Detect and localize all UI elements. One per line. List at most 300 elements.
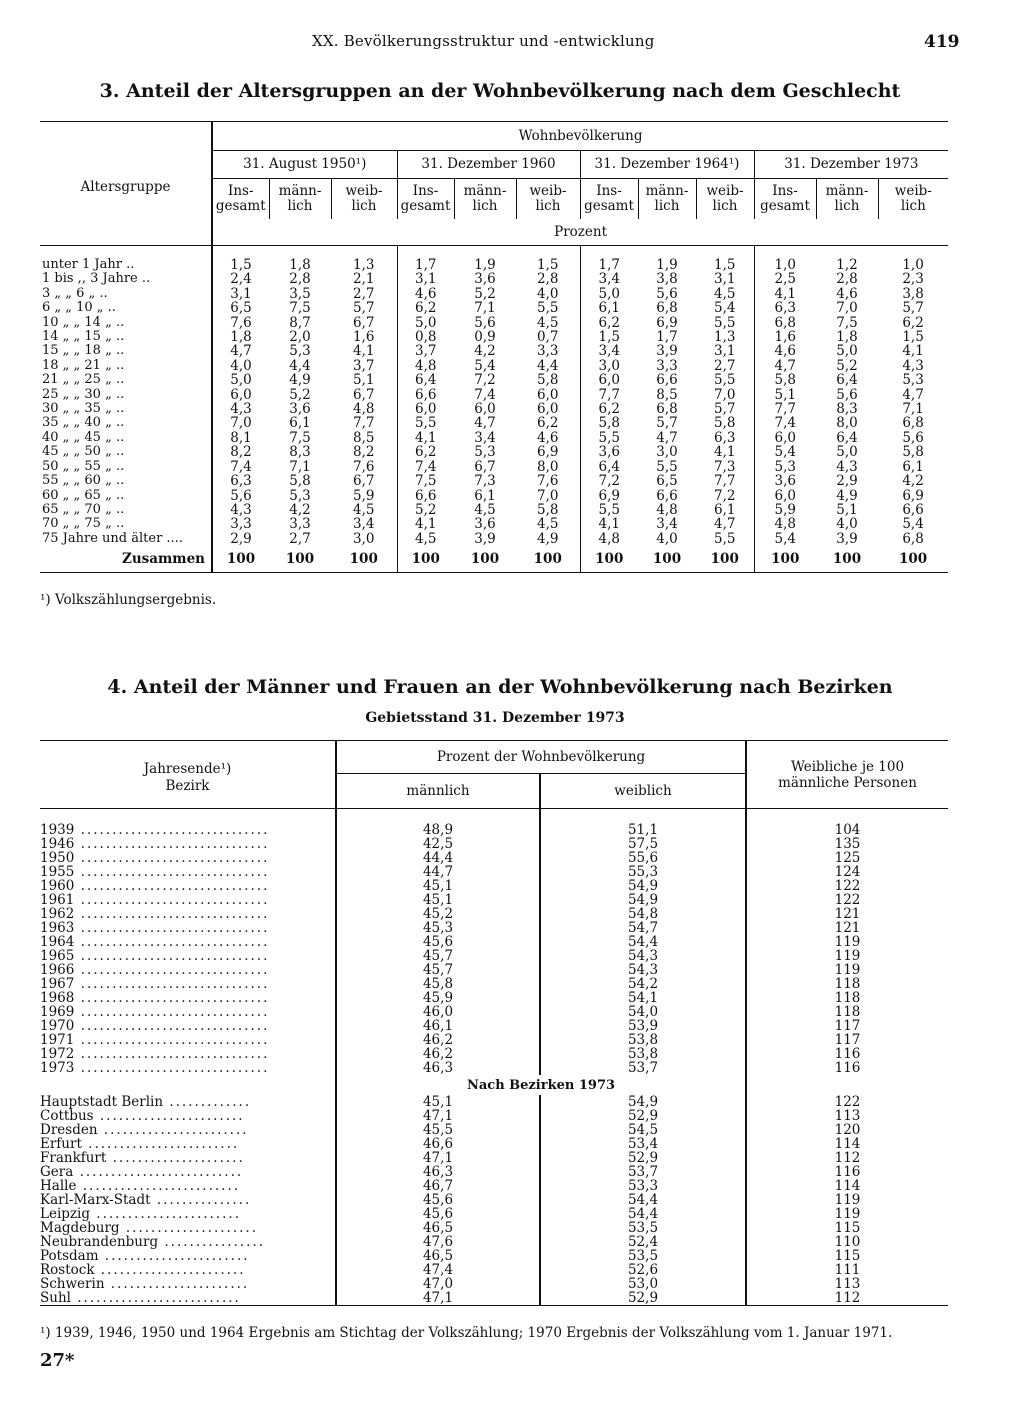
row-label: [40, 1263, 336, 1277]
value-cell: 4,4: [537, 357, 559, 374]
value-cell: 6,9: [537, 444, 559, 461]
value-cell: 2,9: [836, 473, 858, 490]
value-cell: 5,7: [714, 401, 736, 418]
sub-header: [212, 179, 269, 220]
value-cell: 3,9: [836, 530, 858, 547]
value-cell: 5,2: [397, 503, 454, 517]
value-cell: 5,4: [474, 357, 496, 374]
sub-header-line2: gesamt: [215, 198, 266, 214]
leader-dots: .....................: [106, 1151, 245, 1165]
value-cell: 6,1: [714, 501, 736, 518]
value-cell: 3,4: [580, 272, 638, 286]
value-cell: 4,5: [474, 501, 496, 518]
table-row: [40, 287, 948, 301]
value-cell: 4,0: [656, 530, 678, 547]
table-row: [40, 1277, 948, 1291]
table-row: [40, 416, 948, 430]
value-cell: 6,3: [714, 429, 736, 446]
row-label: [40, 1193, 336, 1207]
table-row: [40, 503, 948, 517]
value-cell: 5,7: [656, 415, 678, 432]
value-cell: 7,1: [902, 401, 924, 418]
ratio-cell: 113: [746, 1109, 948, 1123]
value-cell: 5,0: [397, 316, 454, 330]
value-cell: 7,6: [353, 458, 375, 475]
total-cell: 100: [533, 550, 562, 567]
ratio-cell: 124: [746, 865, 948, 879]
table-row: [40, 837, 948, 851]
table-row: [40, 330, 948, 344]
male-cell: 47,4: [336, 1263, 540, 1277]
ratio-header-line1: Weibliche je 100: [790, 758, 905, 775]
unit-header: Prozent: [212, 219, 948, 246]
table-row: [40, 1137, 948, 1151]
value-cell: 5,8: [537, 501, 559, 518]
row-label: [40, 963, 336, 977]
value-cell: 2,8: [537, 271, 559, 288]
value-cell: 5,4: [754, 445, 816, 459]
value-cell: 7,0: [212, 416, 269, 430]
age-group-label: 21 „ „ 25 „ ..: [42, 373, 125, 388]
value-cell: 4,1: [397, 431, 454, 445]
value-cell: 0,8: [397, 330, 454, 344]
age-group-table: [40, 121, 948, 573]
value-cell: 5,3: [902, 372, 924, 389]
row-label-text: 1960: [40, 879, 75, 893]
value-cell: 6,3: [212, 474, 269, 488]
age-group-label: 45 „ „ 50 „ ..: [42, 445, 125, 460]
value-cell: 3,8: [656, 271, 678, 288]
row-label-text: 1964: [40, 935, 75, 949]
row-label: [40, 1277, 336, 1291]
table-row: [40, 1047, 948, 1061]
ratio-cell: 122: [746, 893, 948, 907]
table-row: [40, 388, 948, 402]
ratio-cell: 110: [746, 1235, 948, 1249]
value-cell: 4,7: [212, 344, 269, 358]
value-cell: 6,8: [902, 415, 924, 432]
male-cell: 46,2: [336, 1047, 540, 1061]
row-label-text: Potsdam: [40, 1249, 99, 1263]
female-cell: 53,9: [540, 1019, 746, 1033]
female-cell: 54,3: [540, 949, 746, 963]
value-cell: 1,9: [656, 257, 678, 273]
ratio-cell: 119: [746, 949, 948, 963]
table-row: [40, 258, 948, 272]
female-cell: 54,3: [540, 963, 746, 977]
value-cell: 6,0: [397, 402, 454, 416]
value-cell: 5,5: [714, 314, 736, 331]
table-row: [40, 1061, 948, 1075]
row-label-text: 1966: [40, 963, 75, 977]
ratio-cell: 115: [746, 1221, 948, 1235]
sub-header-line2: lich: [654, 198, 680, 214]
top-header: Wohnbevölkerung: [212, 122, 948, 151]
value-cell: 8,5: [353, 429, 375, 446]
female-cell: 57,5: [540, 837, 746, 851]
male-cell: 45,6: [336, 935, 540, 949]
total-cell: 100: [397, 546, 454, 573]
ratio-cell: 104: [746, 823, 948, 837]
value-cell: 3,1: [714, 271, 736, 288]
value-cell: 6,5: [656, 473, 678, 490]
value-cell: 5,7: [902, 300, 924, 317]
male-cell: 45,2: [336, 907, 540, 921]
leader-dots: .......................: [93, 1109, 245, 1123]
male-cell: 46,1: [336, 1019, 540, 1033]
row-label-text: 1963: [40, 921, 75, 935]
value-cell: 4,9: [289, 372, 311, 389]
sub-header-line2: lich: [472, 198, 498, 214]
value-cell: 3,1: [397, 272, 454, 286]
value-cell: 1,7: [397, 258, 454, 272]
value-cell: 6,4: [836, 429, 858, 446]
table3-footnote: ¹) Volkszählungsergebnis.: [40, 592, 217, 608]
leader-dots: ..............................: [74, 977, 270, 991]
male-cell: 44,4: [336, 851, 540, 865]
male-cell: 45,8: [336, 977, 540, 991]
value-cell: 4,1: [580, 517, 638, 531]
value-cell: 6,0: [212, 388, 269, 402]
value-cell: 7,7: [580, 388, 638, 402]
value-cell: 8,3: [289, 444, 311, 461]
table-row: [40, 532, 948, 546]
value-cell: 5,0: [836, 444, 858, 461]
row-label-text: Halle: [40, 1179, 77, 1193]
ratio-cell: 121: [746, 907, 948, 921]
leader-dots: ..............................: [74, 823, 270, 837]
value-cell: 5,5: [714, 530, 736, 547]
row-label-text: 1971: [40, 1033, 75, 1047]
value-cell: 1,7: [580, 258, 638, 272]
value-cell: 1,5: [537, 257, 559, 273]
sub-header-line2: lich: [712, 198, 738, 214]
value-cell: 4,6: [754, 344, 816, 358]
ratio-cell: 117: [746, 1019, 948, 1033]
value-cell: 4,5: [537, 516, 559, 533]
table-row: [40, 1123, 948, 1137]
ratio-cell: 125: [746, 851, 948, 865]
female-cell: 52,9: [540, 1291, 746, 1306]
sub-header-line1: Ins-: [412, 183, 439, 199]
sub-header: [397, 179, 454, 220]
male-cell: 45,7: [336, 949, 540, 963]
value-cell: 3,3: [537, 343, 559, 360]
leader-dots: ..............................: [74, 1047, 270, 1061]
male-cell: 45,9: [336, 991, 540, 1005]
value-cell: 2,7: [289, 530, 311, 547]
value-cell: 4,6: [836, 285, 858, 302]
table3-title: 3. Anteil der Altersgruppen an der Wohnbevölkerung nach dem Geschlecht: [99, 80, 901, 102]
value-cell: 4,2: [902, 473, 924, 490]
leader-dots: ..............................: [74, 893, 270, 907]
sub-header: [754, 179, 816, 220]
value-cell: 8,3: [836, 401, 858, 418]
sub-header: [696, 179, 754, 220]
age-group-label: 18 „ „ 21 „ ..: [42, 358, 125, 373]
ratio-cell: 118: [746, 1005, 948, 1019]
row-label-text: Schwerin: [40, 1277, 105, 1291]
ratio-cell: 119: [746, 1207, 948, 1221]
value-cell: 4,8: [580, 532, 638, 546]
table-row: [40, 921, 948, 935]
table-row: [40, 402, 948, 416]
sub-header: [269, 179, 331, 220]
row-label: [40, 1033, 336, 1047]
age-group-label: 30 „ „ 35 „ ..: [42, 402, 125, 417]
value-cell: 5,2: [474, 285, 496, 302]
value-cell: 4,7: [656, 429, 678, 446]
male-cell: 46,3: [336, 1061, 540, 1075]
age-group-label: 35 „ „ 40 „ ..: [42, 416, 125, 431]
leader-dots: ........................: [81, 1137, 240, 1151]
row-label: [40, 1165, 336, 1179]
stub-header-district: Bezirk: [165, 778, 210, 794]
value-cell: 2,9: [212, 532, 269, 546]
value-cell: 1,7: [656, 329, 678, 346]
value-cell: 3,6: [474, 516, 496, 533]
sub-header-line1: weib-: [706, 183, 744, 199]
value-cell: 3,5: [289, 285, 311, 302]
leader-dots: ..............................: [74, 1019, 270, 1033]
value-cell: 5,2: [289, 386, 311, 403]
age-group-label: 50 „ „ 55 „ ..: [42, 459, 125, 474]
leader-dots: ..............................: [74, 1005, 270, 1019]
table-row: [40, 991, 948, 1005]
female-cell: 53,7: [540, 1165, 746, 1179]
row-label: [40, 1249, 336, 1263]
ratio-cell: 135: [746, 837, 948, 851]
ratio-cell: 111: [746, 1263, 948, 1277]
ratio-cell: 116: [746, 1061, 948, 1075]
table-row: [40, 272, 948, 286]
sub-header-line1: Ins-: [772, 183, 798, 199]
female-cell: 54,4: [540, 935, 746, 949]
sub-header-line2: lich: [834, 198, 860, 214]
table-row: [40, 879, 948, 893]
value-cell: 4,8: [397, 359, 454, 373]
row-label-text: 1970: [40, 1019, 75, 1033]
value-cell: 6,8: [754, 316, 816, 330]
value-cell: 7,4: [474, 386, 496, 403]
value-cell: 7,4: [754, 416, 816, 430]
value-cell: 4,5: [714, 285, 736, 302]
sub-header-line2: gesamt: [584, 198, 634, 214]
female-cell: 54,7: [540, 921, 746, 935]
value-cell: 4,8: [754, 517, 816, 531]
total-cell: 100: [349, 550, 378, 567]
table-row: [40, 1095, 948, 1109]
value-cell: 5,8: [714, 415, 736, 432]
value-cell: 5,4: [754, 532, 816, 546]
value-cell: 7,2: [714, 487, 736, 504]
value-cell: 6,2: [902, 314, 924, 331]
ratio-cell: 122: [746, 1095, 948, 1109]
value-cell: 3,3: [212, 517, 269, 531]
row-label-text: 1961: [40, 893, 75, 907]
value-cell: 2,8: [289, 271, 311, 288]
value-cell: 5,3: [289, 487, 311, 504]
row-label-text: Karl-Marx-Stadt: [40, 1193, 151, 1207]
value-cell: 1,8: [836, 329, 858, 346]
sub-header-line1: männ-: [278, 183, 322, 199]
value-cell: 4,7: [902, 386, 924, 403]
row-label: [40, 1137, 336, 1151]
sub-header-line2: gesamt: [400, 198, 451, 214]
value-cell: 4,1: [397, 517, 454, 531]
female-cell: 54,9: [540, 893, 746, 907]
male-cell: 46,7: [336, 1179, 540, 1193]
male-cell: 45,5: [336, 1123, 540, 1137]
value-cell: 2,0: [289, 329, 311, 346]
ratio-cell: 115: [746, 1249, 948, 1263]
value-cell: 1,6: [353, 329, 375, 346]
value-cell: 7,7: [714, 473, 736, 490]
stub-header-year: Jahresende¹): [143, 761, 232, 777]
row-label-text: 1939: [40, 823, 75, 837]
age-group-label: 40 „ „ 45 „ ..: [42, 430, 125, 445]
sub-header-line1: weib-: [529, 183, 567, 199]
value-cell: 1,8: [212, 330, 269, 344]
table-row: [40, 893, 948, 907]
value-cell: 1,3: [714, 329, 736, 346]
value-cell: 4,1: [754, 287, 816, 301]
male-cell: 48,9: [336, 823, 540, 837]
table-row: [40, 301, 948, 315]
leader-dots: ..............................: [74, 921, 270, 935]
value-cell: 3,4: [353, 516, 375, 533]
row-label: [40, 865, 336, 879]
value-cell: 3,0: [656, 444, 678, 461]
male-cell: 46,2: [336, 1033, 540, 1047]
sub-header-line1: Ins-: [596, 183, 622, 199]
value-cell: 4,3: [902, 357, 924, 374]
table-row: [40, 1151, 948, 1165]
value-cell: 4,8: [656, 501, 678, 518]
total-cell: 100: [212, 546, 269, 573]
row-label: [40, 1061, 336, 1075]
table-row: [40, 359, 948, 373]
table-row: [40, 963, 948, 977]
value-cell: 6,1: [474, 487, 496, 504]
row-label: [40, 935, 336, 949]
row-label: [40, 1109, 336, 1123]
row-label-text: Leipzig: [40, 1207, 90, 1221]
leader-dots: .......................: [94, 1263, 246, 1277]
ratio-cell: 121: [746, 921, 948, 935]
female-cell: 54,2: [540, 977, 746, 991]
value-cell: 7,3: [714, 458, 736, 475]
value-cell: 5,8: [537, 372, 559, 389]
table-row: [40, 1179, 948, 1193]
total-cell: 100: [832, 550, 862, 567]
total-row: [40, 546, 948, 573]
value-cell: 4,9: [836, 487, 858, 504]
row-label-text: 1946: [40, 837, 75, 851]
value-cell: 4,4: [289, 357, 311, 374]
value-cell: 4,1: [353, 343, 375, 360]
age-group-label: 14 „ „ 15 „ ..: [42, 330, 125, 345]
value-cell: 1,5: [902, 329, 924, 346]
value-cell: 2,1: [353, 271, 375, 288]
table-row: [40, 1291, 948, 1306]
female-cell: 52,4: [540, 1235, 746, 1249]
value-cell: 4,5: [353, 501, 375, 518]
value-cell: 7,7: [353, 415, 375, 432]
sub-header-line2: lich: [535, 198, 561, 214]
value-cell: 1,0: [902, 257, 924, 273]
value-cell: 6,7: [353, 386, 375, 403]
table-row: [40, 517, 948, 531]
value-cell: 1,8: [289, 257, 311, 273]
row-label-text: 1967: [40, 977, 75, 991]
leader-dots: ..............................: [74, 1033, 270, 1047]
value-cell: 7,4: [397, 460, 454, 474]
sub-header-line1: weib-: [345, 183, 383, 199]
row-label: [40, 1291, 336, 1306]
total-cell: 100: [710, 550, 739, 567]
value-cell: 3,4: [474, 429, 496, 446]
value-cell: 4,3: [212, 503, 269, 517]
value-cell: 5,3: [289, 343, 311, 360]
value-cell: 3,0: [353, 530, 375, 547]
leader-dots: .........................: [76, 1179, 241, 1193]
leader-dots: ..............................: [74, 949, 270, 963]
leader-dots: ..............................: [74, 935, 270, 949]
stub-header: Altersgruppe: [40, 122, 212, 220]
male-cell: 46,0: [336, 1005, 540, 1019]
ratio-cell: 120: [746, 1123, 948, 1137]
female-cell: 55,6: [540, 851, 746, 865]
leader-dots: .......................: [90, 1207, 241, 1221]
value-cell: 6,1: [289, 415, 311, 432]
sub-header: [454, 179, 516, 220]
male-cell: 47,6: [336, 1235, 540, 1249]
age-group-label: 65 „ „ 70 „ ..: [42, 502, 125, 517]
value-cell: 3,9: [474, 530, 496, 547]
sub-header: [878, 179, 948, 220]
age-group-label: 70 „ „ 75 „ ..: [42, 517, 125, 532]
table-row: [40, 907, 948, 921]
row-label: [40, 1095, 336, 1109]
value-cell: 4,5: [537, 314, 559, 331]
value-cell: 0,9: [474, 329, 496, 346]
value-cell: 8,2: [212, 445, 269, 459]
value-cell: 4,7: [754, 359, 816, 373]
value-cell: 7,0: [714, 386, 736, 403]
sub-header-line1: männ-: [645, 183, 689, 199]
value-cell: 1,5: [212, 258, 269, 272]
row-label: [40, 977, 336, 991]
leader-dots: ..............................: [74, 879, 270, 893]
row-label-text: Dresden: [40, 1123, 98, 1137]
page-number: 419: [924, 32, 960, 52]
value-cell: 3,6: [580, 445, 638, 459]
male-cell: 45,1: [336, 893, 540, 907]
value-cell: 3,6: [289, 401, 311, 418]
value-cell: 5,8: [902, 444, 924, 461]
row-label-text: Rostock: [40, 1263, 95, 1277]
date-header: 31. Dezember 1960: [397, 151, 580, 179]
date-header: 31. Dezember 1964¹): [580, 151, 754, 179]
table-row: [40, 977, 948, 991]
age-group-label: 15 „ „ 18 „ ..: [42, 344, 125, 359]
value-cell: 8,5: [656, 386, 678, 403]
value-cell: 5,5: [537, 300, 559, 317]
value-cell: 5,5: [656, 458, 678, 475]
value-cell: 4,2: [289, 501, 311, 518]
age-group-label: 3 „ „ 6 „ ..: [42, 286, 108, 301]
